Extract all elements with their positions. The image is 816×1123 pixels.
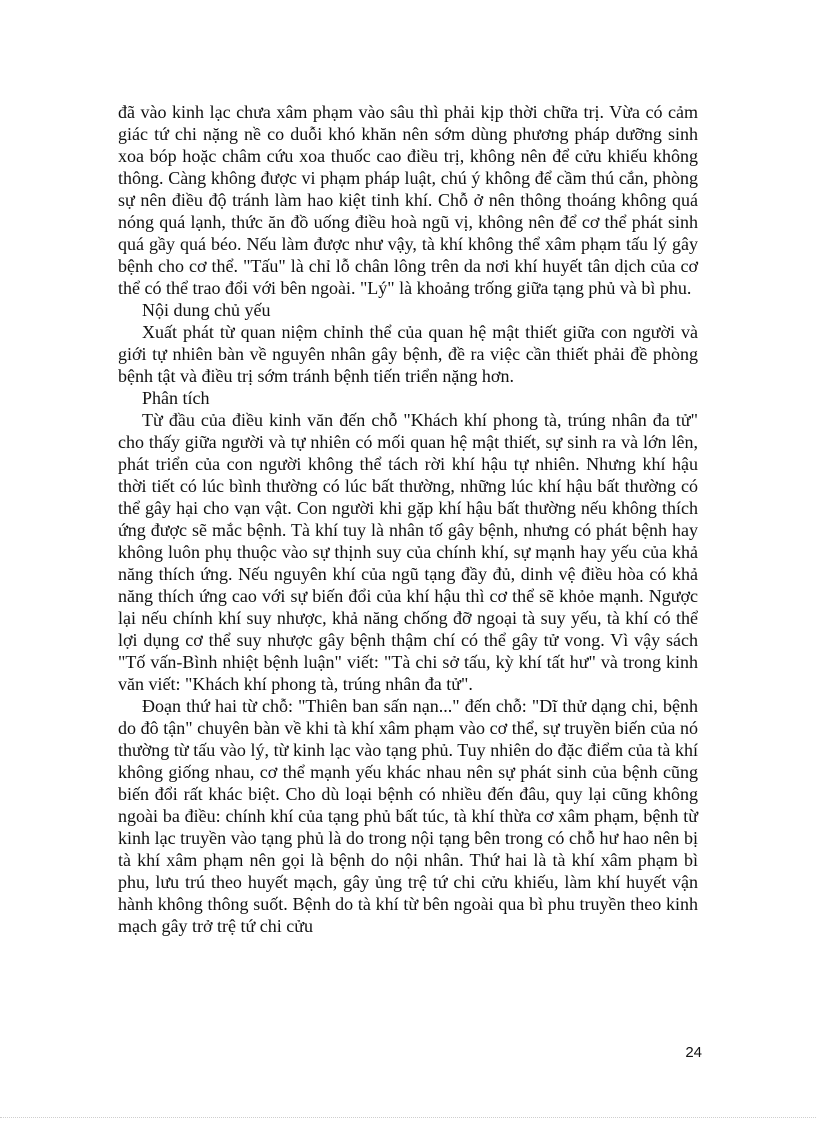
paragraph-main-content: Xuất phát từ quan niệm chỉnh thể của quan hệ mật thiết giữa con người và giới tự nhiên bàn về nguyên nhân gây bệnh, đề ra việc cần thiết phải đề phòng bệnh tật và điều trị sớm tránh bệnh tiến triển nặng hơn. <box>118 322 698 386</box>
page-bottom-divider <box>0 1117 816 1118</box>
page-number: 24 <box>685 1044 702 1061</box>
section-heading-analysis: Phân tích <box>142 388 210 408</box>
paragraph-continuation: đã vào kinh lạc chưa xâm phạm vào sâu thì phải kịp thời chữa trị. Vừa có cảm giác tứ chi nặng nề co duỗi khó khăn nên sớm dùng phương pháp dưỡng sinh xoa bóp hoặc châm cứu xoa thuốc cao điều trị, không nên để cửu khiếu không thông. Càng không được vi phạm pháp luật, chú ý không để cầm thú cắn, phòng sự nên điều độ tránh làm hao kiệt tinh khí. Chỗ ở nên thông thoáng không quá nóng quá lạnh, thức ăn đồ uống điều hoà ngũ vị, không nên để cơ thể phát sinh quá gầy quá béo. Nếu làm được như vậy, tà khí không thể xâm phạm tấu lý gây bệnh cho cơ thể. "Tấu" là chỉ lỗ chân lông trên da nơi khí huyết tân dịch của cơ thể có thể trao đổi với bên ngoài. "Lý" là khoảng trống giữa tạng phủ và bì phu. <box>118 102 698 298</box>
section-heading-main-content: Nội dung chủ yếu <box>142 300 271 320</box>
paragraph-analysis-1: Từ đầu của điều kinh văn đến chỗ "Khách khí phong tà, trúng nhân đa tử" cho thấy giữa người và tự nhiên có mối quan hệ mật thiết, sự sinh ra và lớn lên, phát triển của con người không thể tách rời khí hậu tự nhiên. Nhưng khí hậu thời tiết có lúc bình thường có lúc bất thường, những lúc khí hậu bất thường có thể gây hại cho vạn vật. Con người khi gặp khí hậu bất thường nếu không thích ứng được sẽ mắc bệnh. Tà khí tuy là nhân tố gây bệnh, nhưng có phát bệnh hay không luôn phụ thuộc vào sự thịnh suy của chính khí, sự mạnh hay yếu của khả năng thích ứng. Nếu nguyên khí của ngũ tạng đầy đủ, dinh vệ điều hòa có khả năng thích ứng cao với sự biến đổi của khí hậu thì cơ thể sẽ khỏe mạnh. Ngược lại nếu chính khí suy nhược, khả năng chống đỡ ngoại tà suy yếu, tà khí có thể lợi dụng cơ thể suy nhược gây bệnh thậm chí có thể gây tử vong. Vì vậy sách "Tố vấn-Bình nhiệt bệnh luận" viết: "Tà chi sở tấu, kỳ khí tất hư" và trong kinh văn viết: "Khách khí phong tà, trúng nhân đa tử". <box>118 410 698 694</box>
paragraph-analysis-2: Đoạn thứ hai từ chỗ: "Thiên ban sấn nạn..." đến chỗ: "Dĩ thử dạng chi, bệnh do đô tận" chuyên bàn về khi tà khí xâm phạm vào cơ thể, sự truyền biến của nó thường từ tấu vào lý, từ kinh lạc vào tạng phủ. Tuy nhiên do đặc điểm của tà khí không giống nhau, cơ thể mạnh yếu khác nhau nên sự phát sinh của bệnh cũng biến đổi rất khác biệt. Cho dù loại bệnh có nhiều đến đâu, quy lại cũng không ngoài ba điều: chính khí của tạng phủ bất túc, tà khí thừa cơ xâm phạm, bệnh từ kinh lạc truyền vào tạng phủ là do trong nội tạng bên trong có chỗ hư hao nên bị tà khí xâm phạm nên gọi là bệnh do nội nhân. Thứ hai là tà khí xâm phạm bì phu, lưu trú theo huyết mạch, gây ủng trệ tứ chi cửu khiếu, làm khí huyết vận hành không thông suốt. Bệnh do tà khí từ bên ngoài qua bì phu truyền theo kinh mạch gây trở trệ tứ chi cửu <box>118 696 698 936</box>
document-body <box>118 101 698 937</box>
